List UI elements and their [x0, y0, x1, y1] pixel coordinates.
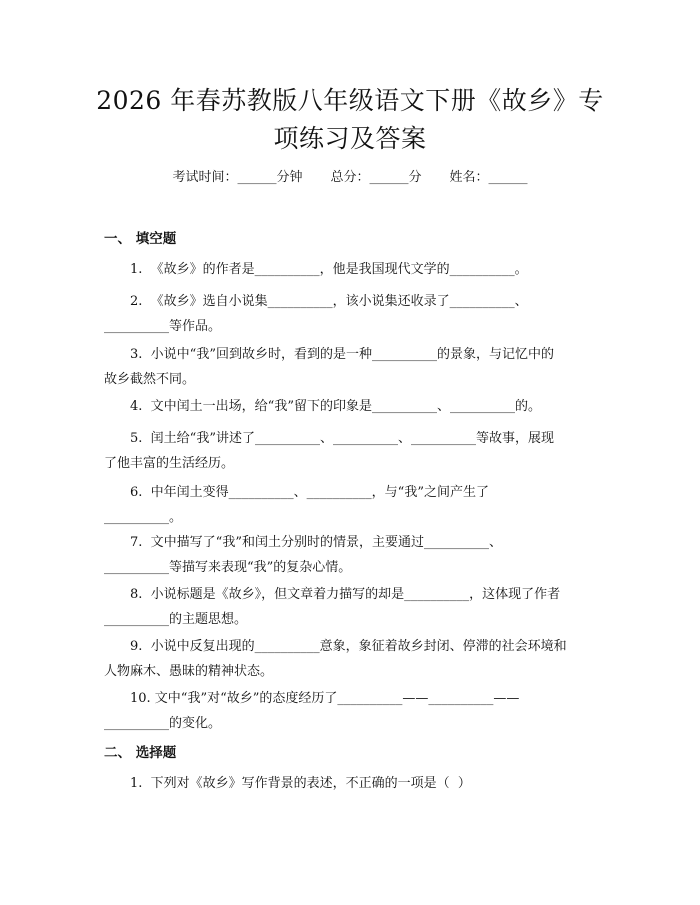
fill-question [104, 394, 600, 419]
question-line: __________的主题思想。 [104, 612, 248, 627]
choice-question [104, 771, 600, 796]
fill-question [104, 289, 600, 339]
question-line: 故乡截然不同。 [104, 372, 196, 387]
fill-question [104, 582, 600, 632]
question-line: 人物麻木、愚昧的精神状态。 [104, 664, 274, 679]
question-line: 2. 《故乡》选自小说集__________，该小说集还收录了__________、 [130, 294, 528, 309]
fill-question [104, 257, 600, 282]
question-line: 10. 文中“我”对“故乡”的态度经历了__________——__________—— [130, 691, 520, 706]
fill-question [104, 426, 600, 476]
question-line: 6. 中年闰土变得__________、__________，与“我”之间产生了 [130, 485, 489, 500]
question-line: 8. 小说标题是《故乡》，但文章着力描写的却是__________，这体现了作者 [130, 587, 561, 602]
fill-question [104, 342, 600, 392]
fill-question [104, 686, 600, 736]
question-line: 4. 文中闰土一出场，给“我”留下的印象是__________、__________的。 [130, 399, 541, 414]
total-score: 总分：______分 [330, 170, 422, 185]
question-line: __________。 [104, 510, 183, 525]
question-line: __________等作品。 [104, 319, 222, 334]
question-line: __________的变化。 [104, 716, 222, 731]
question-line: 7. 文中描写了“我”和闰土分别时的情景，主要通过__________、 [130, 535, 502, 550]
title-line-1: 2026 年春苏教版八年级语文下册《故乡》专 [96, 86, 604, 115]
question-line: 1. 《故乡》的作者是__________，他是我国现代文学的__________。 [130, 262, 528, 277]
student-name: 姓名：______ [449, 170, 528, 185]
exam-meta [0, 168, 700, 188]
fill-question [104, 480, 600, 530]
question-line: 9. 小说中反复出现的__________意象，象征着故乡封闭、停滞的社会环境和 [130, 639, 567, 654]
title-line-2: 项练习及答案 [273, 124, 427, 153]
question-line: 1. 下列对《故乡》写作背景的表述，不正确的一项是（ ） [130, 776, 471, 791]
section-heading-choice: 二、 选择题 [104, 745, 177, 761]
question-line: 5. 闰土给“我”讲述了__________、__________、__________等故事，展现 [130, 431, 554, 446]
fill-question [104, 634, 600, 684]
question-line: 3. 小说中“我”回到故乡时，看到的是一种__________的景象，与记忆中的 [130, 347, 554, 362]
document-title [70, 82, 630, 158]
fill-question [104, 530, 600, 580]
question-line: __________等描写来表现“我”的复杂心情。 [104, 560, 352, 575]
section-heading-fill: 一、 填空题 [104, 231, 177, 247]
exam-time: 考试时间：______分钟 [172, 170, 303, 185]
question-line: 了他丰富的生活经历。 [104, 456, 235, 471]
